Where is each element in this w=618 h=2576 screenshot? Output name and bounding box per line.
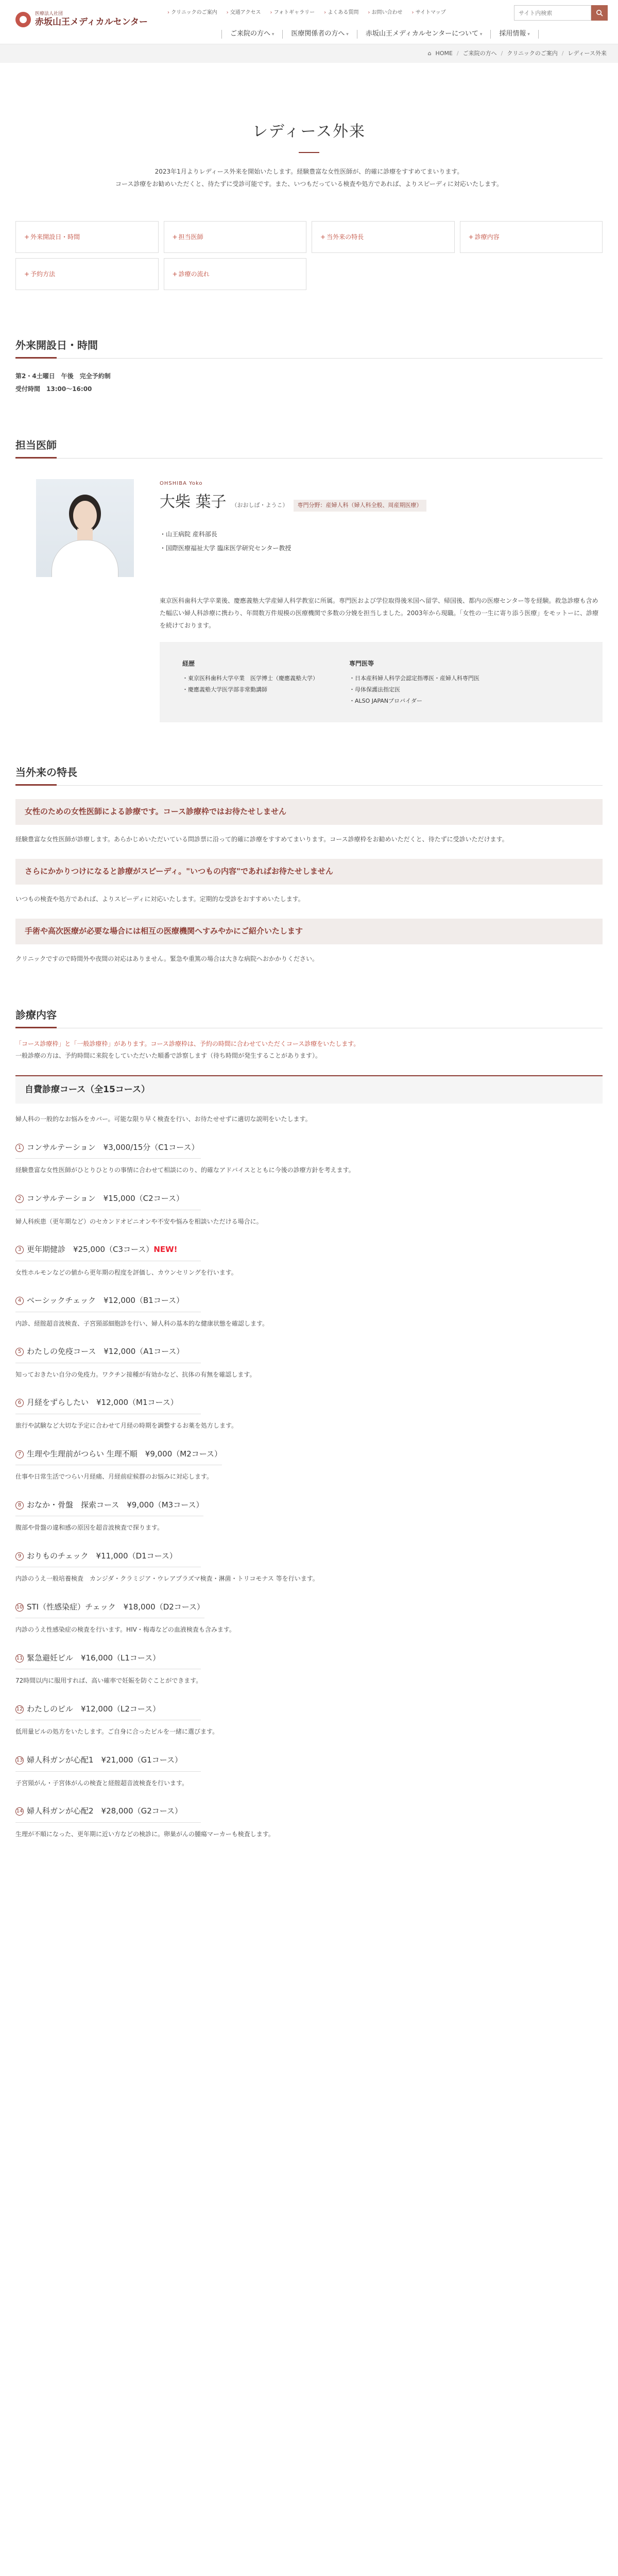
search-icon xyxy=(596,9,603,16)
course-text: 内診のうえ性感染症の検査を行います。HIV・梅毒などの血液検査も含みます。 xyxy=(15,1626,235,1634)
course-title xyxy=(15,1294,201,1312)
cert-title: 専門医等 xyxy=(349,660,374,668)
logo-sub: 医療法人社団 xyxy=(35,11,63,16)
course-title-text: ベーシックチェック ¥12,000（B1コース） xyxy=(27,1296,184,1306)
nav-medical[interactable]: 医療関係者の方へ ▾ xyxy=(282,30,356,39)
course-title-text: 生理や生理前がつらい 生理不順 ¥9,000（M2コース） xyxy=(27,1449,222,1459)
doctor-credentials xyxy=(160,642,603,722)
site-logo[interactable] xyxy=(15,11,148,27)
course-number: 3 xyxy=(15,1246,24,1254)
course-title-text: コンサルテーション ¥15,000（C2コース） xyxy=(27,1194,184,1204)
content-note: 「コース診療枠」と「一般診療枠」があります。コース診療枠は、予約の時間に合わせていただくコース診療をいたします。 xyxy=(15,1040,360,1048)
course-text: 内診のうえ一般培養検査 カンジダ・クラミジア・ウレアプラズマ検査・淋菌・トリコモナス 等を行います。 xyxy=(15,1575,319,1583)
cert-item: ・ ALSO JAPANプロバイダー xyxy=(349,696,479,707)
features-section xyxy=(15,764,603,965)
nav-patients[interactable]: ご来院の方へ ▾ xyxy=(221,30,282,39)
course-title xyxy=(15,1396,201,1414)
course-title-text: わたしのピル ¥12,000（L2コース） xyxy=(27,1704,161,1714)
breadcrumb-item[interactable]: クリニックのご案内 xyxy=(507,49,558,57)
course-number: 14 xyxy=(15,1807,24,1816)
util-link[interactable]: › よくある質問 xyxy=(324,8,358,17)
course-number: 9 xyxy=(15,1552,24,1561)
course-text: 旅行や試験など大切な予定に合わせて月経の時期を調整するお薬を処方します。 xyxy=(15,1421,238,1429)
course-number: 7 xyxy=(15,1450,24,1459)
features-heading: 当外来の特長 xyxy=(15,764,603,786)
course-title-text: わたしの免疫コース ¥12,000（A1コース） xyxy=(27,1347,184,1357)
course-title xyxy=(15,1754,201,1772)
cert-item: ・ 日本産科婦人科学会認定指導医・産婦人科専門医 xyxy=(349,673,479,684)
anchor-flow[interactable]: + 診療の流れ xyxy=(164,258,307,290)
feature-title: 女性のための女性医師による診療です。コース診療枠ではお待たせしません xyxy=(15,799,603,825)
course-item xyxy=(15,1141,603,1177)
hours-reception: 受付時間 13:00〜16:00 xyxy=(15,385,92,393)
course-item xyxy=(15,1192,603,1228)
hours-heading: 外来開設日・時間 xyxy=(15,336,603,359)
course-title-text: STI（性感染症）チェック ¥18,000（D2コース） xyxy=(27,1602,205,1612)
course-text: 仕事や日常生活でつらい月経痛、月経前症候群のお悩みに対応します。 xyxy=(15,1473,213,1480)
breadcrumb: ⌂ HOME / ご来院の方へ / クリニックのご案内 / レディース外来 xyxy=(0,44,618,63)
course-item xyxy=(15,1805,603,1840)
course-title xyxy=(15,1141,201,1159)
site-search xyxy=(514,5,608,21)
course-title-text: 月経をずらしたい ¥12,000（M1コース） xyxy=(27,1398,178,1408)
breadcrumb-item[interactable]: HOME xyxy=(435,49,453,57)
doctor-positions xyxy=(160,528,603,555)
course-text: 72時間以内に服用すれば、高い確率で妊娠を防ぐことができます。 xyxy=(15,1677,202,1685)
anchor-doctor[interactable]: + 担当医師 xyxy=(164,221,307,253)
anchor-links xyxy=(15,221,603,290)
util-link[interactable]: › 交通アクセス xyxy=(227,8,261,17)
nav-about[interactable]: 赤坂山王メディカルセンターについて ▾ xyxy=(357,30,491,39)
hours-section xyxy=(15,336,603,395)
util-link[interactable]: › お問い合わせ xyxy=(368,8,402,17)
course-item xyxy=(15,1448,603,1483)
course-text: 腹部や骨盤の違和感の原因を超音波検査で探ります。 xyxy=(15,1524,164,1532)
anchor-reserve[interactable]: + 予約方法 xyxy=(15,258,159,290)
course-title-text: おりものチェック ¥11,000（D1コース） xyxy=(27,1551,177,1561)
util-link[interactable]: › サイトマップ xyxy=(412,8,446,17)
new-badge: NEW! xyxy=(153,1245,178,1255)
course-title xyxy=(15,1550,201,1568)
course-title xyxy=(15,1192,201,1210)
career-title: 経歴 xyxy=(182,660,195,668)
doctor-photo xyxy=(36,479,134,577)
course-item xyxy=(15,1652,603,1687)
doctor-heading: 担当医師 xyxy=(15,436,603,459)
nav-recruit[interactable]: 採用情報 ▾ xyxy=(490,30,538,39)
course-item xyxy=(15,1703,603,1738)
course-intro: 婦人科の一般的なお悩みをカバー。可能な限り早く検査を行い、お待たせせずに適切な説明をいたします。 xyxy=(15,1115,312,1123)
course-bar: 自費診療コース（全15コース） xyxy=(15,1075,603,1104)
feature-text: いつもの検査や処方であれば、よりスピーディに対応いたします。定期的な受診をおすすめいたします。 xyxy=(15,895,304,903)
course-item xyxy=(15,1345,603,1381)
utility-nav xyxy=(167,8,446,17)
course-number: 10 xyxy=(15,1603,24,1612)
course-title xyxy=(15,1345,201,1363)
page-title: レディース外来 xyxy=(252,123,366,141)
course-text: 子宮頸がん・子宮体がんの検査と経腟超音波検査を行います。 xyxy=(15,1779,188,1787)
career-item: ・ 東京医科歯科大学卒業 医学博士（慶應義塾大学） xyxy=(182,673,318,684)
cert-item: ・ 母体保護法指定医 xyxy=(349,684,479,696)
doctor-kana: （おおしば・ようこ） xyxy=(231,502,288,509)
util-link[interactable]: › クリニックのご案内 xyxy=(167,8,217,17)
course-list xyxy=(15,1141,603,1840)
course-text: 低用量ピルの処方をいたします。ご自身に合ったピルを一緒に選びます。 xyxy=(15,1728,219,1736)
course-number: 11 xyxy=(15,1654,24,1663)
career-item: ・ 慶應義塾大学医学部非常勤講師 xyxy=(182,684,318,696)
course-title xyxy=(15,1805,201,1823)
course-text: 生理が不順になった、更年期に近い方などの検診に。卵巣がんの腫瘍マーカーも検査します。 xyxy=(15,1830,274,1838)
course-title-text: コンサルテーション ¥3,000/15分（C1コース） xyxy=(27,1142,199,1152)
course-title xyxy=(15,1601,204,1619)
intro-line: コース診療をお勧めいただくと、待たずに受診可能です。また、いつもだっている検査や処方であれば、よりスピーディに対応いたします。 xyxy=(115,180,503,188)
course-text: 知っておきたい自分の免疫力。ワクチン接種が有効かなど、抗体の有無を確認します。 xyxy=(15,1370,256,1378)
course-text: 経験豊富な女性医師がひとりひとりの事情に合わせて相談にのり、的確なアドバイスとともに今後の診療方針を考えます。 xyxy=(15,1166,355,1174)
doctor-bio: 東京医科歯科大学卒業後、慶應義塾大学産婦人科学教室に所属。専門医および学位取得後米国へ留学、帰国後、都内の医療センター等を経験。救急診療も含めた幅広い婦人科診療に携わり、年間数万件規模の医療機関で多数の分娩を担当しました。2003年から現職。「女性の一生に寄り添う医療」をモットーに、診療を続けております。 xyxy=(160,597,599,630)
content-note2: 一般診療の方は、予約時間に来院をしていただいた順番で診察します（待ち時間が発生することがあります）。 xyxy=(15,1052,322,1059)
course-text: 女性ホルモンなどの値から更年期の程度を評価し、カウンセリングを行います。 xyxy=(15,1268,237,1276)
course-title xyxy=(15,1703,201,1721)
breadcrumb-item[interactable]: ご来院の方へ xyxy=(462,49,497,57)
feature-title: 手術や高次医療が必要な場合には相互の医療機関へすみやかにご紹介いたします xyxy=(15,919,603,944)
site-header xyxy=(0,0,618,44)
course-title-text: 婦人科ガンが心配1 ¥21,000（G1コース） xyxy=(27,1755,182,1765)
course-text: 内診、経腟超音波検査、子宮頸部細胞診を行い、婦人科の基本的な健康状態を確認します。 xyxy=(15,1319,269,1327)
doctor-specialty: 専門分野：産婦人科（婦人科全般、周産期医療） xyxy=(294,500,426,512)
position-item: ・ 山王病院 産科部長 xyxy=(160,528,603,541)
content-heading: 診療内容 xyxy=(15,1006,603,1028)
course-number: 6 xyxy=(15,1399,24,1407)
anchor-features[interactable]: + 当外来の特長 xyxy=(312,221,455,253)
course-title-text: おなか・骨盤 探索コース ¥9,000（M3コース） xyxy=(27,1500,204,1510)
logo-icon xyxy=(15,12,31,27)
course-number: 12 xyxy=(15,1705,24,1714)
breadcrumb-current: レディース外来 xyxy=(568,49,607,57)
feature-text: 経験豊富な女性医師が診療します。あらかじめいただいている問診票に沿って的確に診療をすすめてまいります。コース診療枠をお勧めいただくと、待たずに受診いただけます。 xyxy=(15,835,508,843)
course-number: 2 xyxy=(15,1195,24,1203)
course-title-text: 婦人科ガンが心配2 ¥28,000（G2コース） xyxy=(27,1806,182,1816)
doctor-name: 大柴 葉子 xyxy=(160,493,227,512)
course-number: 4 xyxy=(15,1297,24,1305)
position-item: ・ 国際医療福祉大学 臨床医学研究センター教授 xyxy=(160,541,603,555)
course-title xyxy=(15,1243,201,1261)
course-item xyxy=(15,1499,603,1534)
course-item xyxy=(15,1294,603,1330)
doctor-section xyxy=(15,436,603,722)
page-intro xyxy=(0,165,618,190)
search-button[interactable] xyxy=(591,5,608,21)
course-item xyxy=(15,1396,603,1432)
course-item xyxy=(15,1550,603,1585)
search-input[interactable] xyxy=(514,5,591,21)
course-number: 8 xyxy=(15,1501,24,1510)
course-number: 1 xyxy=(15,1144,24,1152)
course-item xyxy=(15,1601,603,1636)
course-title-text: 緊急避妊ピル ¥16,000（L1コース） xyxy=(27,1653,161,1663)
feature-text: クリニックですので時間外や夜間の対応はありません。緊急や重篤の場合は大きな病院へおかかりください。 xyxy=(15,955,319,962)
intro-line: 2023年1月よりレディース外来を開始いたします。経験豊富な女性医師が、的確に診療をすすめてまいります。 xyxy=(154,168,464,175)
course-title xyxy=(15,1652,201,1670)
util-link[interactable]: › フォトギャラリー xyxy=(270,8,315,17)
anchor-hours[interactable]: + 外来開設日・時間 xyxy=(15,221,159,253)
anchor-content[interactable]: + 診療内容 xyxy=(460,221,603,253)
course-number: 5 xyxy=(15,1348,24,1356)
course-title xyxy=(15,1499,203,1517)
feature-title: さらにかかりつけになると診療がスピーディ。"いつもの内容"であればお待たせしません xyxy=(15,859,603,885)
logo-main: 赤坂山王メディカルセンター xyxy=(35,16,148,27)
course-number: 13 xyxy=(15,1756,24,1765)
title-divider xyxy=(299,152,319,153)
home-icon: ⌂ xyxy=(427,49,432,57)
course-item xyxy=(15,1754,603,1789)
course-title xyxy=(15,1448,222,1466)
main-nav xyxy=(221,30,539,39)
doctor-roman: OHSHIBA Yoko xyxy=(160,481,203,487)
course-title-text: 更年期健診 ¥25,000（C3コース） xyxy=(27,1245,154,1255)
hours-days: 第2・4土曜日 午後 完全予約制 xyxy=(15,372,111,380)
content-section xyxy=(15,1006,603,1840)
course-text: 婦人科疾患（更年期など）のセカンドオピニオンや不安や悩みを相談いただける場合に。 xyxy=(15,1217,263,1225)
course-item xyxy=(15,1243,603,1279)
